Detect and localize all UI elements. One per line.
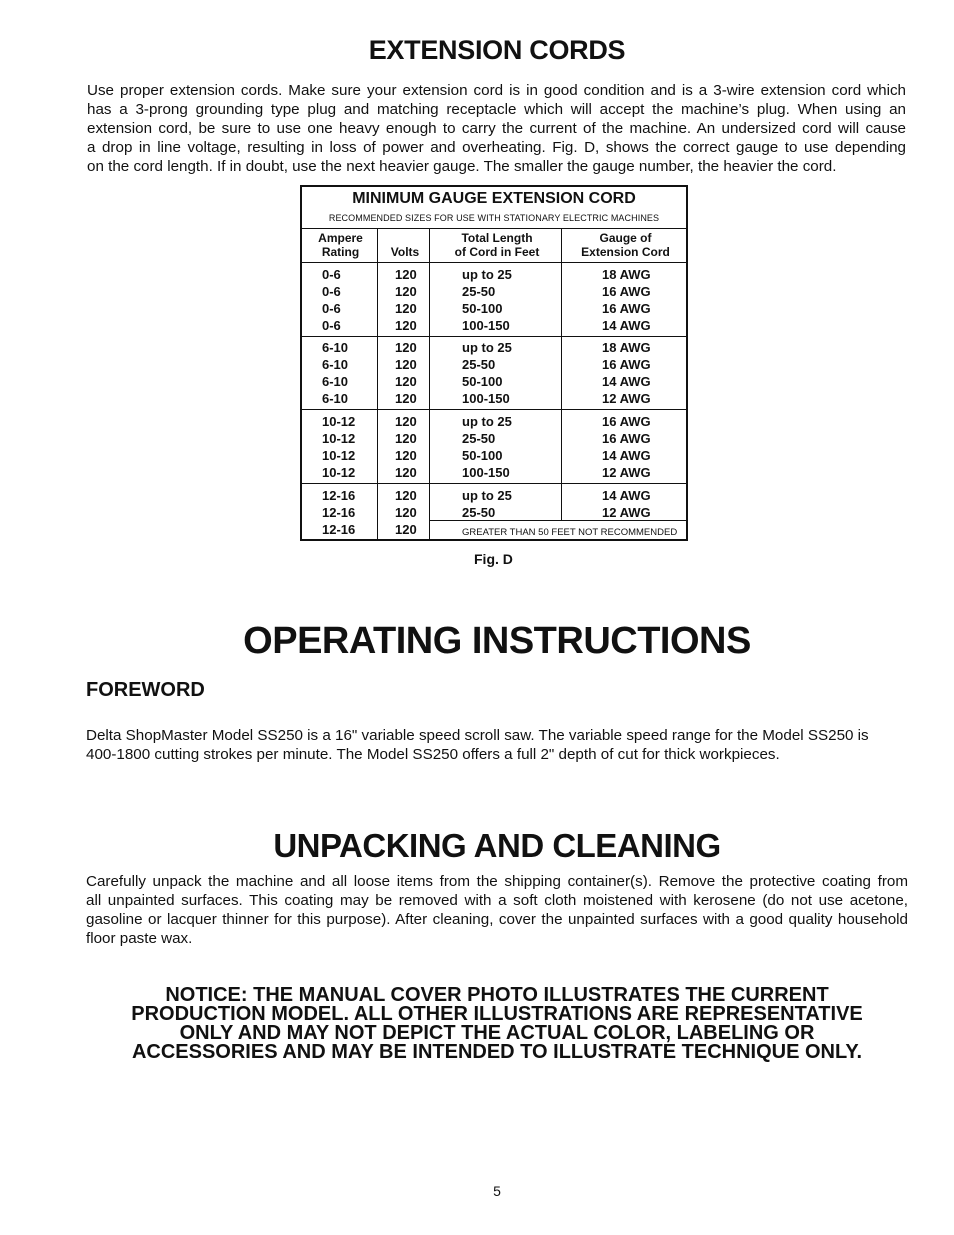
table-cell: 14 AWG [602,374,651,389]
header-length [431,231,563,259]
table-cell: 10-12 [322,431,356,446]
notice-line: ACCESSORIES AND MAY BE INTENDED TO ILLUSTRATE TECHNIQUE ONLY. [131,1041,863,1063]
table-cell: 0-6 [322,284,341,299]
table-rule [302,409,686,410]
header-line: Extension Cord [581,245,670,259]
gauge-cell-group-2 [602,339,651,407]
table-cell: 6-10 [322,340,349,355]
header-line: Gauge of [599,231,652,245]
table-col-rule [561,228,562,520]
para-line: gasoline or lacquer thinner for this purpose). After cleaning, cover the unpainted surfaces with a good quality household [86,911,908,928]
para-line: Use proper extension cords. Make sure your extension cord is in good condition and is a 3-wire extension cord which [87,82,906,99]
length-cell-group-1 [462,266,512,334]
table-cell: 50-100 [462,374,503,389]
table-cell: up to 25 [462,414,512,429]
operating-instructions-heading: OPERATING INSTRUCTIONS [243,620,751,662]
gauge-cell-group-3 [602,413,651,481]
notice-line: PRODUCTION MODEL. ALL OTHER ILLUSTRATIONS ARE REPRESENTATIVE [131,1003,863,1025]
table-cell: 12 AWG [602,391,651,406]
table-cell: up to 25 [462,267,512,282]
table-cell: 120 [395,414,417,429]
table-col-rule [429,228,430,541]
table-cell: 120 [395,374,417,389]
table-cell: 0-6 [322,267,341,282]
volts-cell-group-2 [395,339,417,407]
table-cell: 25-50 [462,431,496,446]
foreword-paragraph [86,726,906,764]
notice-line: NOTICE: THE MANUAL COVER PHOTO ILLUSTRATES THE CURRENT [165,984,829,1006]
table-rule [302,262,686,263]
table-cell: 18 AWG [602,340,651,355]
gauge-cell-group-1 [602,266,651,334]
header-line: Rating [321,245,360,259]
length-cell-group-4 [462,487,512,521]
para-line: floor paste wax. [86,930,193,947]
table-cell: 100-150 [462,465,510,480]
table-cell: 120 [395,431,417,446]
foreword-heading: FOREWORD [86,679,205,701]
table-cell: 50-100 [462,301,503,316]
table-cell: 0-6 [322,301,341,316]
table-cell: 16 AWG [602,357,651,372]
table-cell: 16 AWG [602,284,651,299]
table-cell: 120 [395,522,417,537]
table-cell: 14 AWG [602,448,651,463]
unpacking-paragraph [86,872,908,948]
table-cell: 25-50 [462,505,496,520]
table-cell: 120 [395,318,417,333]
table-note: GREATER THAN 50 FEET NOT RECOMMENDED [462,527,678,538]
extension-cords-heading: EXTENSION CORDS [368,35,626,65]
figure-caption: Fig. D [474,551,513,567]
unpacking-heading: UNPACKING AND CLEANING [273,827,721,864]
table-cell: 120 [395,488,417,503]
gauge-cell-group-4 [602,487,651,521]
gauge-table [300,185,688,541]
table-cell: 25-50 [462,357,496,372]
para-line: a drop in line voltage, resulting in loss of power and overheating. Fig. D, shows the correct gauge to use depending [87,139,906,156]
extension-cords-paragraph [87,81,906,176]
table-cell: 120 [395,505,417,520]
table-cell: 120 [395,465,417,480]
table-cell: 14 AWG [602,318,651,333]
table-cell: 10-12 [322,465,356,480]
header-gauge [563,231,688,259]
table-cell: 120 [395,340,417,355]
table-cell: 16 AWG [602,301,651,316]
volts-cell-group-3 [395,413,417,481]
table-cell: 0-6 [322,318,341,333]
table-cell: 120 [395,284,417,299]
table-cell: 6-10 [322,357,349,372]
table-cell: 12 AWG [602,465,651,480]
length-cell-group-2 [462,339,512,407]
table-cell: 100-150 [462,318,510,333]
table-cell: 25-50 [462,284,496,299]
para-line: has a 3-prong grounding type plug and matching receptacle which will accept the machine’s plug. When using an [87,101,906,118]
para-line: Delta ShopMaster Model SS250 is a 16" variable speed scroll saw. The variable speed range for the Model SS250 is [86,727,869,744]
table-cell: up to 25 [462,488,512,503]
table-cell: 12-16 [322,522,356,537]
volts-cell-group-1 [395,266,417,334]
table-cell: 6-10 [322,374,349,389]
table-cell: 12-16 [322,488,356,503]
table-cell: 120 [395,301,417,316]
table-title: MINIMUM GAUGE EXTENSION CORD [352,190,636,207]
header-volts: Volts [390,245,420,259]
table-cell: 10-12 [322,414,356,429]
table-cell: 50-100 [462,448,503,463]
table-cell: 16 AWG [602,431,651,446]
page-number: 5 [493,1183,501,1199]
header-line: of Cord in Feet [454,245,540,259]
table-subtitle: RECOMMENDED SIZES FOR USE WITH STATIONARY ELECTRIC MACHINES [328,213,660,223]
table-cell: 14 AWG [602,488,651,503]
volts-cell-group-4 [395,487,417,538]
table-rule [302,336,686,337]
table-col-rule [377,228,378,541]
table-cell: 6-10 [322,391,349,406]
table-cell: 16 AWG [602,414,651,429]
header-line: Total Length [461,231,533,245]
table-cell: 18 AWG [602,267,651,282]
table-cell: up to 25 [462,340,512,355]
table-cell: 12 AWG [602,505,651,520]
table-cell: 12-16 [322,505,356,520]
table-rule [302,483,686,484]
table-cell: 120 [395,357,417,372]
para-line: extension cord, be sure to use one heavy enough to carry the current of the machine. An undersized cord will cause [87,120,906,137]
length-cell-group-3 [462,413,512,481]
table-cell: 100-150 [462,391,510,406]
para-line: Carefully unpack the machine and all loose items from the shipping container(s). Remove the protective coating from [86,873,908,890]
header-ampere [302,231,379,259]
para-line: 400-1800 cutting strokes per minute. The Model SS250 offers a full 2" depth of cut for thick workpieces. [86,746,780,763]
ampere-cell-group-1 [322,266,341,334]
notice-block [80,986,914,1062]
table-cell: 10-12 [322,448,356,463]
table-rule [302,228,686,229]
para-line: on the cord length. If in doubt, use the next heavier gauge. The smaller the gauge number, the heavier the cord. [87,158,837,175]
table-cell: 120 [395,448,417,463]
para-line: all unpainted surfaces. This coating may be removed with a soft cloth moistened with kerosene (do not use acetone, [86,892,908,909]
ampere-cell-group-4 [322,487,355,538]
header-line: Ampere [318,231,363,245]
table-cell: 120 [395,267,417,282]
ampere-cell-group-3 [322,413,355,481]
ampere-cell-group-2 [322,339,348,407]
notice-line: ONLY AND MAY NOT DEPICT THE ACTUAL COLOR, LABELING OR [179,1022,815,1044]
table-cell: 120 [395,391,417,406]
